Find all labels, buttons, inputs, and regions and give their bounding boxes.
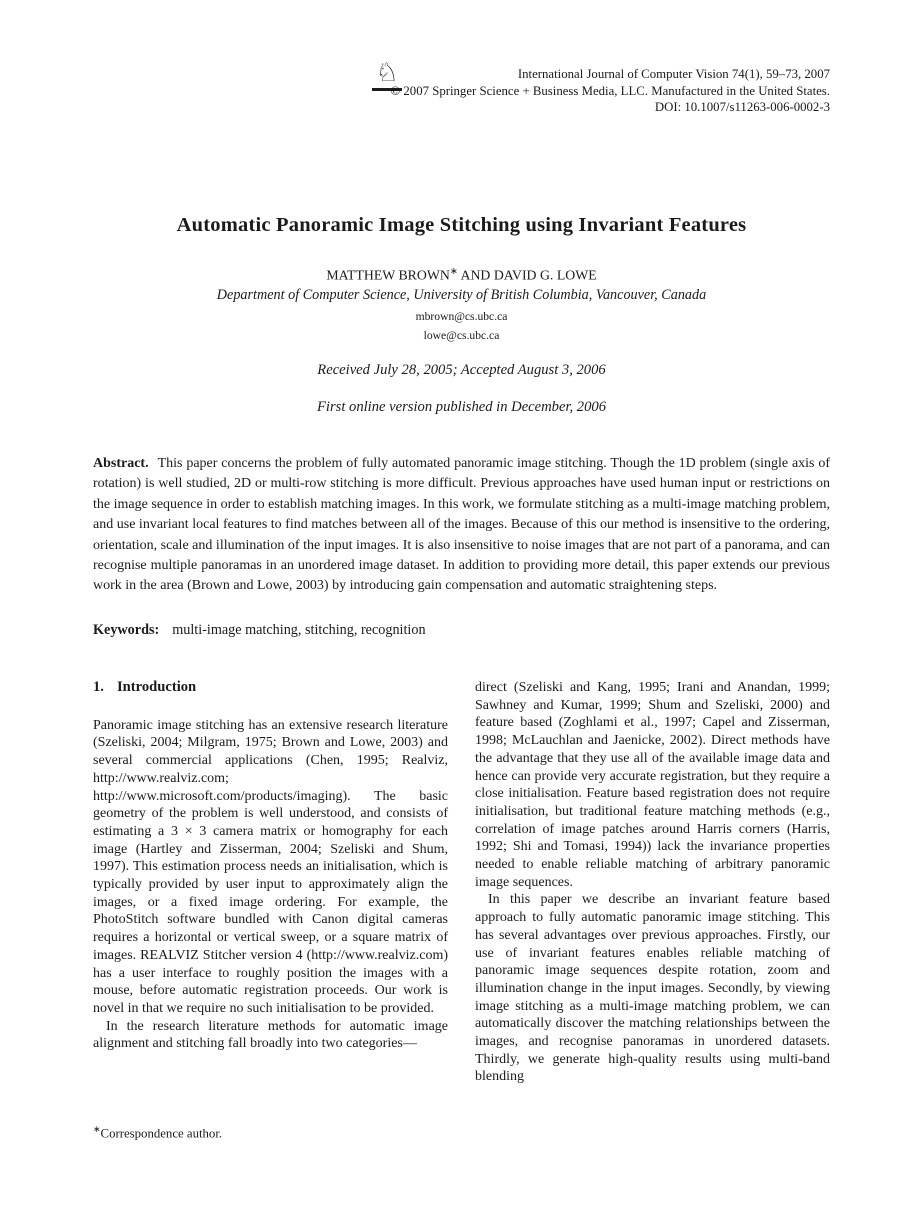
abstract-text: This paper concerns the problem of fully automated panoramic image stitching. Though the 1D problem (single axis of rotation) is well studied, 2D or multi-row stitching is more difficult. Previous approaches have used human input or restrictions on the image sequence in order to establish matching images. In this work, we formulate stitching as a multi-image matching problem, and use invariant local features to find matches between all of the images. Because of this our method is insensitive to the ordering, orientation, scale and illumination of the input images. It is also insensitive to noise images that are not part of a panorama, and can recognise multiple panoramas in an unordered image dataset. In addition to providing more detail, this paper extends our previous work in the area (Brown and Lowe, 2003) by introducing gain compensation and automatic straightening steps. [93,456,830,594]
body-paragraph: direct (Szeliski and Kang, 1995; Irani and Anandan, 1999; Sawhney and Kumar, 1999; Shum and Szeliski, 2000) and feature based (Zoghlami et al., 1997; Capel and Zisserman, 1998; McLauchlan and Jaenicke, 2002). Direct methods have the advantage that they use all of the available image data and hence can provide very accurate registration, but they require a close initialisation. Feature based registration does not require initialisation, but traditional feature matching methods (e.g., correlation of image patches around Harris corners (Harris, 1992; Shi and Tomasi, 1994)) lack the invariance properties needed to enable reliable matching of arbitrary panoramic image sequences. [475,680,830,890]
body-paragraph: In this paper we describe an invariant feature based approach to fully automatic panoramic image stitching. This has several advantages over previous approaches. Firstly, our use of invariant features enables reliable matching of panoramic image sequences despite rotation, zoom and illumination change in the input images. Secondly, by viewing image stitching as a multi-image matching problem, we can automatically discover the matching relationships between the images, and recognise panoramas in unordered datasets. Thirdly, we generate high-quality results using multi-band blending [475,892,830,1085]
body-columns [93,679,830,1086]
footnote-asterisk: ∗ [93,1124,101,1134]
paper-title: Automatic Panoramic Image Stitching using Invariant Features [176,214,747,236]
received-accepted-line: Received July 28, 2005; Accepted August 3, 2006 [317,362,606,378]
correspondence-footnote [93,1124,222,1141]
section-title: Introduction [116,679,197,695]
authors-line [93,266,830,284]
author-email-2: lowe@cs.ubc.ca [423,329,500,342]
right-column [475,679,830,1086]
author-name-1: MATTHEW BROWN [326,267,450,283]
keywords-text: multi-image matching, stitching, recognition [172,622,426,638]
section-heading-introduction [93,679,448,697]
author-name-2: AND DAVID G. LOWE [457,267,597,283]
keywords-block [93,622,830,639]
author-email-1: mbrown@cs.ubc.ca [415,310,508,323]
keywords-label: Keywords: [93,622,160,638]
abstract-block [93,454,830,597]
affiliation: Department of Computer Science, University of British Columbia, Vancouver, Canada [216,287,707,303]
doi-line: DOI: 10.1007/s11263-006-0002-3 [654,100,830,115]
footnote-text: Correspondence author. [100,1126,223,1141]
author-asterisk: ∗ [449,267,458,277]
body-paragraph: In the research literature methods for automatic image alignment and stitching fall broadly into two categories— [93,1018,448,1052]
copyright-line: © 2007 Springer Science + Business Media, LLC. Manufactured in the United States. [390,83,830,98]
springer-knight-icon: ♘ [375,58,399,88]
journal-header [390,66,830,116]
left-column [93,679,448,1086]
section-number: 1. [93,679,104,695]
body-paragraph: Panoramic image stitching has an extensive research literature (Szeliski, 2004; Milgram, 1975; Brown and Lowe, 2003) and several commercial applications (Chen, 1995; Realviz, http://www.realviz.com; http://www.microsoft.com/products/imaging). The basic geometry of the problem is well understood, and consists of estimating a 3 × 3 camera matrix or homography for each image (Hartley and Zisserman, 2004; Szeliski and Shum, 1997). This estimation process needs an initialisation, which is typically provided by user input to approximately align the images, or a fixed image ordering. For example, the PhotoStitch software bundled with Canon digital cameras requires a horizontal or vertical sweep, or a square matrix of images. REALVIZ Stitcher version 4 (http://www.realviz.com) has a user interface to roughly position the images with a mouse, before automatic registration proceeds. Our work is novel in that we require no such initialisation to be provided. [93,717,448,1016]
abstract-label: Abstract. [93,456,149,471]
journal-citation-line: International Journal of Computer Vision 74(1), 59–73, 2007 [517,67,830,81]
first-online-line: First online version published in December, 2006 [317,399,606,415]
